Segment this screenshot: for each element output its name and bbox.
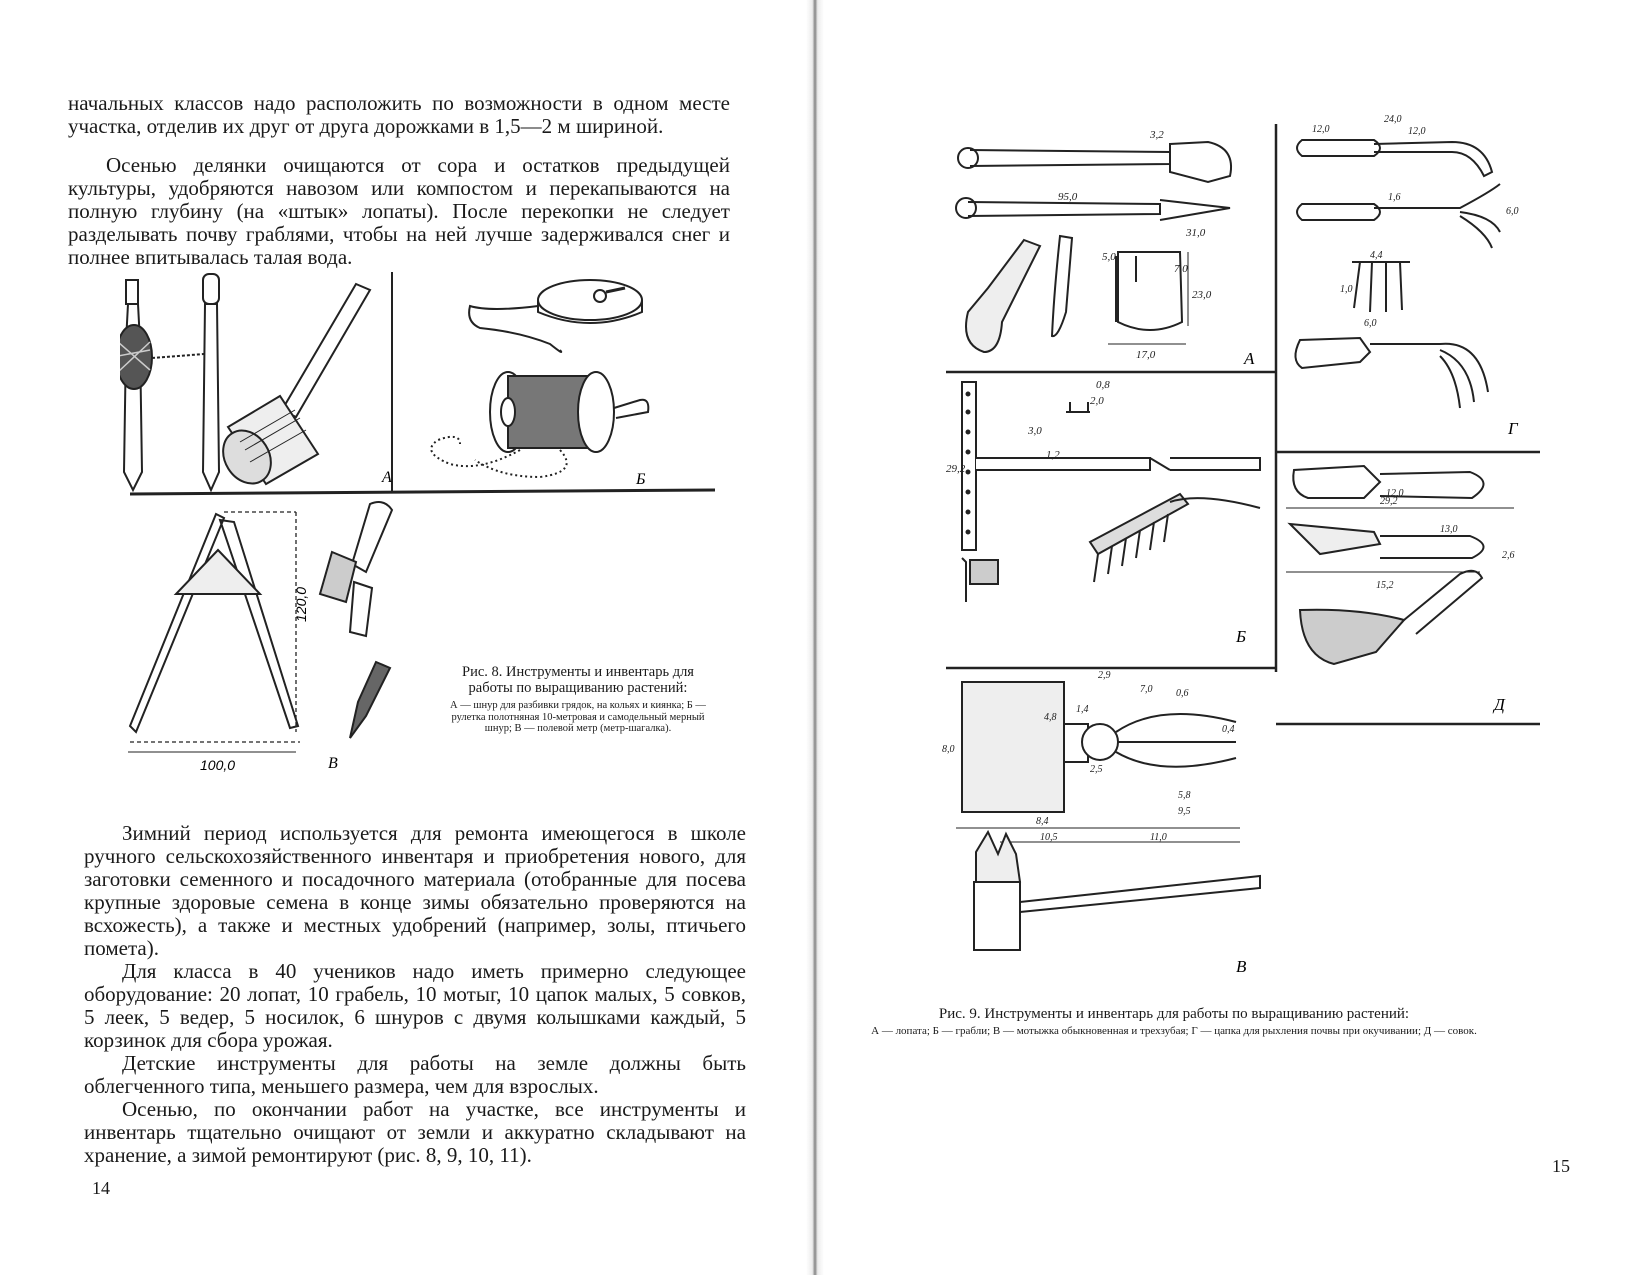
tape-measure-drawing — [469, 280, 642, 352]
dimension-label: 7,0 — [1140, 684, 1153, 695]
figure-8-legend: А — шнур для разбивки грядок, на кольях и киянка; Б — рулетка полотняная 10-метровая и самодельный мерный шнур; В — полевой метр (метр-шагалка). — [450, 700, 706, 734]
dimension-label: 17,0 — [1136, 349, 1156, 361]
dimension-label: 2,5 — [1090, 764, 1103, 775]
figure-9-illustration — [940, 112, 1540, 992]
panel-label-d: Д — [1494, 695, 1505, 714]
paragraph-1: начальных классов надо расположить по возможности в одном месте участка, отделив их друг от друга дорожками в 1,5—2 м шириной. — [68, 91, 730, 138]
dimension-label: 11,0 — [1150, 832, 1167, 843]
figure-9-legend: А — лопата; Б — грабли; В — мотыжка обыкновенная и трехзубая; Г — цапка для рыхления почвы при окучивании; Д — совок. — [871, 1025, 1477, 1037]
paragraph-6: Осенью, по окончании работ на участке, все инструменты и инвентарь тщательно очищают от земли и аккуратно складывают на хранение, а зимой ремонтируют (рис. 8, 9, 10, 11). — [84, 1097, 746, 1167]
panel-label-v: В — [1236, 957, 1247, 976]
dimension-label: 13,0 — [1440, 524, 1458, 535]
dimension-label: 23,0 — [1192, 289, 1212, 301]
dimension-label: 1,4 — [1076, 704, 1089, 715]
dimension-label: 0,8 — [1096, 379, 1110, 391]
dimension-label: 2,6 — [1502, 550, 1515, 561]
dimension-label: 2,9 — [1098, 670, 1111, 681]
dimension-label: 12,0 — [1312, 124, 1330, 135]
shovel-drawing — [956, 142, 1231, 352]
dimension-label: 120,0 — [293, 586, 309, 622]
dimension-label: 10,5 — [1040, 832, 1058, 843]
paragraph-5: Детские инструменты для работы на земле должны быть облегченного типа, меньшего размера, чем для взрослых. — [84, 1051, 746, 1098]
panel-label-b: Б — [1236, 627, 1247, 646]
panel-label-a: А — [382, 469, 392, 486]
figure-9-caption — [854, 1006, 1494, 1038]
dimension-label: 100,0 — [200, 757, 236, 773]
paragraph-3: Зимний период используется для ремонта имеющегося в школе ручного сельскохозяйственного инвентаря и приобретения нового, для заготовки семенного и посадочного материала (отобранные для посева крупные здоровые семена в конце зимы обязательно проверяются на всхожесть), а также и местных удобрений (например, золы, птичьего помета). — [84, 821, 746, 960]
dimension-label: 3,2 — [1150, 129, 1164, 141]
panel-label-b: Б — [636, 471, 646, 488]
right-page — [820, 0, 1650, 1275]
dimension-label: 2,0 — [1090, 395, 1104, 407]
page-number-left: 14 — [92, 1178, 110, 1198]
dimension-label: 31,0 — [1186, 227, 1206, 239]
figure-9-caption-title: Рис. 9. Инструменты и инвентарь для работы по выращиванию растений: — [938, 1006, 1410, 1022]
paragraph-4: Для класса в 40 учеников надо иметь примерно следующее оборудование: 20 лопат, 10 грабель, 10 мотыг, 10 цапок малых, 5 совков, 5 леек, 5 ведер, 5 носилок, 6 шнуров с двумя колышками каждый, 5 корзинок для сбора урожая. — [84, 959, 746, 1052]
field-meter-drawing — [128, 512, 300, 752]
dimension-label: 0,4 — [1222, 724, 1235, 735]
dimension-label: 12,0 — [1408, 126, 1426, 137]
paragraph-2: Осенью делянки очищаются от сора и остатков предыдущей культуры, удобряются навозом или компостом и перекапываются на полную глубину (на «штык» лопаты). После перекопки не следует разделывать почву граблями, чтобы на ней лучше задерживался снег и полнее впитывалась талая вода. — [68, 153, 730, 269]
dimension-label: 9,5 — [1178, 806, 1191, 817]
dimension-label: 7,0 — [1174, 263, 1188, 275]
dimension-label: 1,0 — [1340, 284, 1353, 295]
dimension-label: 0,6 — [1176, 688, 1189, 699]
dimension-label: 29,2 — [1380, 496, 1398, 507]
hoe-drawing — [956, 682, 1260, 950]
dimension-label: 95,0 — [1058, 191, 1078, 203]
rake-drawing — [962, 382, 1260, 602]
dimension-label: 6,0 — [1506, 206, 1519, 217]
dimension-label: 3,0 — [1028, 425, 1042, 437]
figure-8-caption-title: Рис. 8. Инструменты и инвентарь для работы по выращиванию растений: — [462, 664, 694, 696]
dimension-label: 12,0 — [1386, 488, 1404, 499]
dimension-label: 5,8 — [1178, 790, 1191, 801]
panel-label-g: Г — [1508, 419, 1518, 438]
dimension-label: 4,4 — [1370, 250, 1383, 261]
spool-cord-drawing — [431, 372, 648, 477]
mallet-drawing — [214, 284, 370, 492]
knife-tools-drawing — [320, 502, 392, 738]
dimension-label: 5,0 — [1102, 251, 1116, 263]
panel-label-a: А — [1244, 349, 1255, 368]
dimension-label: 8,0 — [942, 744, 955, 755]
left-page — [0, 0, 820, 1275]
page-number-right: 15 — [1552, 1156, 1570, 1176]
stakes-with-cord-drawing — [120, 274, 219, 490]
dimension-label: 6,0 — [1364, 318, 1377, 329]
dimension-label: 29,2 — [946, 463, 966, 475]
dimension-label: 1,2 — [1046, 449, 1060, 461]
dimension-label: 15,2 — [1376, 580, 1394, 591]
dimension-label: 8,4 — [1036, 816, 1049, 827]
figure-8-caption — [444, 664, 712, 735]
dimension-label: 4,8 — [1044, 712, 1057, 723]
weeder-drawing — [1295, 140, 1500, 408]
panel-label-v: В — [328, 755, 338, 772]
dimension-label: 1,6 — [1388, 192, 1401, 203]
dimension-label: 24,0 — [1384, 114, 1402, 125]
